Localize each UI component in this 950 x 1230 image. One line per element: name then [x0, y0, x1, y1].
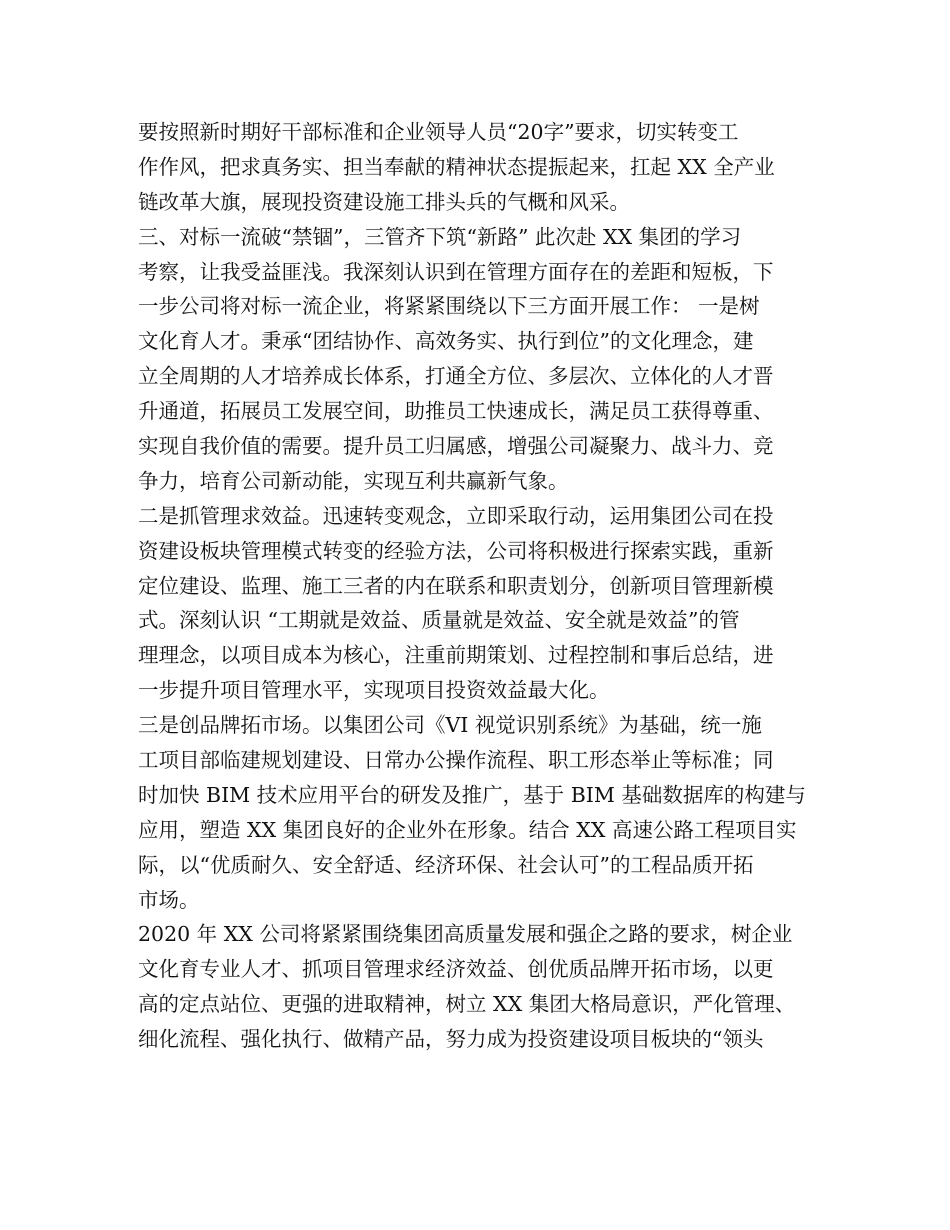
- text-line: 考察，让我受益匪浅。我深刻认识到在管理方面存在的差距和短板，下: [138, 259, 774, 284]
- text-line: 链改革大旗，展现投资建设施工排头兵的气概和风采。: [138, 189, 630, 214]
- section-heading-line: 三、对标一流破“禁锢”，三管齐下筑“新路” 此次赴 XX 集团的学习: [138, 224, 742, 249]
- text-line: 一步公司将对标一流企业，将紧紧围绕以下三方面开展工作： 一是树: [138, 294, 760, 319]
- text-line: 细化流程、强化执行、做精产品，努力成为投资建设项目板块的“领头: [138, 1027, 764, 1052]
- text-line: 式。深刻认识 “工期就是效益、质量就是效益、安全就是效益”的管: [138, 608, 740, 633]
- text-line: 文化育人才。秉承“团结协作、高效务实、执行到位”的文化理念，建: [138, 329, 754, 354]
- text-line: 定位建设、监理、施工三者的内在联系和职责划分，创新项目管理新模: [138, 573, 774, 598]
- text-line: 际，以“优质耐久、安全舒适、经济环保、社会认可”的工程品质开拓: [138, 852, 754, 877]
- text-line: 工项目部临建规划建设、日常办公操作流程、职工形态举止等标准；同: [138, 748, 774, 773]
- text-line: 市场。: [138, 887, 200, 912]
- text-line: 高的定点站位、更强的进取精神，树立 XX 集团大格局意识，严化管理、: [138, 992, 796, 1017]
- text-line: 三是创品牌拓市场。以集团公司《VI 视觉识别系统》为基础，统一施: [138, 713, 762, 738]
- text-line: 升通道，拓展员工发展空间，助推员工快速成长，满足员工获得尊重、: [138, 399, 774, 424]
- text-line: 时加快 BIM 技术应用平台的研发及推广，基于 BIM 基础数据库的构建与: [138, 782, 806, 807]
- text-line: 作作风，把求真务实、担当奉献的精神状态提振起来，扛起 XX 全产业: [138, 154, 775, 179]
- document-body: [138, 115, 828, 1057]
- text-line: 一步提升项目管理水平，实现项目投资效益最大化。: [138, 678, 610, 703]
- text-line: 二是抓管理求效益。迅速转变观念，立即采取行动，运用集团公司在投: [138, 503, 774, 528]
- text-line: 实现自我价值的需要。提升员工归属感，增强公司凝聚力、战斗力、竞: [138, 434, 774, 459]
- text-line: 文化育专业人才、抓项目管理求经济效益、创优质品牌开拓市场，以更: [138, 957, 774, 982]
- text-line: 资建设板块管理模式转变的经验方法，公司将积极进行探索实践，重新: [138, 538, 774, 563]
- text-line: 要按照新时期好干部标准和企业领导人员“20字”要求，切实转变工: [138, 120, 739, 144]
- text-line: 争力，培育公司新动能，实现互利共赢新气象。: [138, 468, 569, 493]
- text-line: 应用，塑造 XX 集团良好的企业外在形象。结合 XX 高速公路工程项目实: [138, 817, 797, 842]
- text-line: 2020 年 XX 公司将紧紧围绕集团高质量发展和强企之路的要求，树企业: [138, 922, 793, 947]
- text-line: 立全周期的人才培养成长体系，打通全方位、多层次、立体化的人才晋: [138, 364, 774, 389]
- text-line: 理理念，以项目成本为核心，注重前期策划、过程控制和事后总结，进: [138, 643, 774, 668]
